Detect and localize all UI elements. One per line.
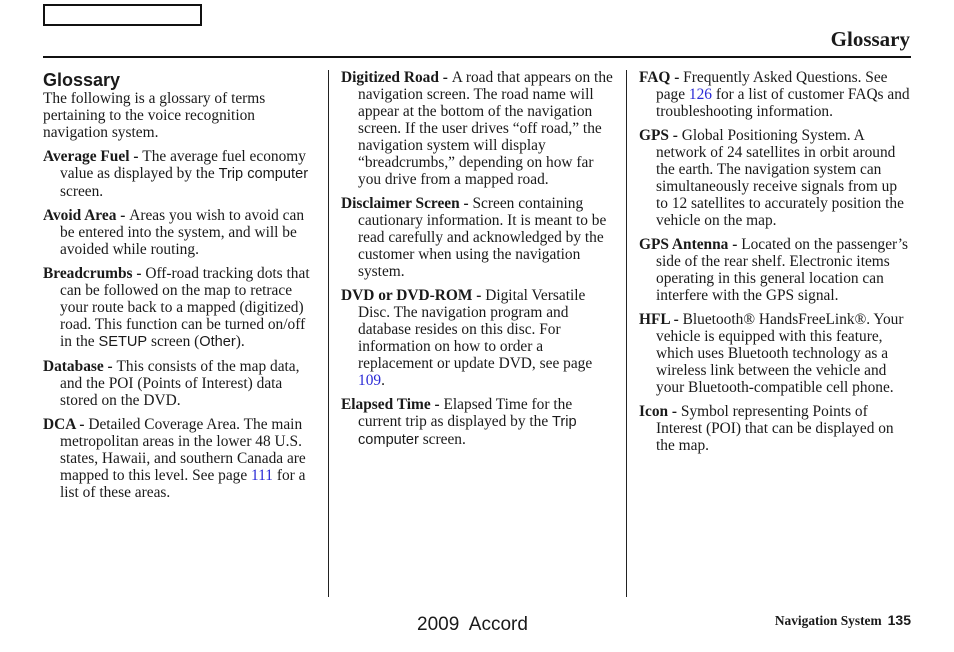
glossary-entry-gps-antenna — [639, 236, 911, 304]
definition-text: . — [381, 372, 385, 389]
definition-text: screen. — [60, 183, 104, 200]
term: GPS - — [639, 127, 682, 144]
glossary-entry-faq — [639, 69, 911, 120]
column-3 — [639, 69, 911, 461]
definition-text: Digital Versatile Disc. The navigation program and database resides on this disc. For information on how to order a replacement or update DVD, see page — [358, 287, 593, 372]
term: Database - — [43, 358, 117, 375]
glossary-entry-breadcrumbs — [43, 265, 315, 351]
intro-text: The following is a glossary of terms pertaining to the voice recognition navigation system. — [43, 90, 266, 141]
column-2 — [341, 69, 613, 456]
definition-text: for a list of customer FAQs and troubleshooting information. — [656, 86, 910, 120]
screen-name: Trip computer — [358, 414, 577, 448]
header-rule — [43, 56, 911, 58]
header-box — [43, 4, 202, 26]
page-link[interactable]: 126 — [688, 86, 712, 103]
glossary-entry-avoid-area — [43, 207, 315, 258]
glossary-entry-elapsed-time — [341, 396, 613, 449]
term: Elapsed Time - — [341, 396, 444, 413]
definition-text: Elapsed Time for the current trip as displayed by the — [358, 396, 573, 430]
definition-text: The average fuel economy value as displayed by the — [60, 148, 306, 182]
term: Icon - — [639, 403, 681, 420]
footer-model: 2009 Accord — [417, 614, 528, 635]
definition-text: A road that appears on the navigation screen. The road name will appear at the bottom of the navigation screen. If the user drives “off road,” the navigation system will display “breadcrumbs,” depending on how far you drive from a mapped road. — [358, 69, 613, 188]
glossary-entry-disclaimer-screen — [341, 195, 613, 280]
term: DVD or DVD-ROM - — [341, 287, 486, 304]
definition-text: Off-road tracking dots that can be followed on the map to retrace your route back to a mapped (digitized) road. This function can be turned on/off in the — [60, 265, 310, 350]
page-link[interactable]: 111 — [251, 467, 273, 484]
column-1 — [43, 69, 315, 508]
term: FAQ - — [639, 69, 684, 86]
definition-text: Screen containing cautionary information. It is meant to be read carefully and acknowledged by the customer when using the navigation system. — [358, 195, 607, 280]
definition-text: for a list of these areas. — [60, 467, 306, 501]
page-link[interactable]: 109 — [358, 372, 382, 389]
definition-text: Frequently Asked Questions. See page — [656, 69, 888, 103]
glossary-entry-database — [43, 358, 315, 409]
glossary-entry-gps — [639, 127, 911, 229]
footer-nav — [775, 612, 911, 629]
term: Digitized Road - — [341, 69, 452, 86]
glossary-entry-dvd — [341, 287, 613, 389]
definition-text: Global Positioning System. A network of 24 satellites in orbit around the earth. The navigation system can simultaneously receive signals from up to 12 satellites to accurately position the vehicle on the map. — [656, 127, 904, 229]
footer-nav-label: Navigation System — [774, 613, 882, 628]
term: Breadcrumbs - — [43, 265, 146, 282]
term: GPS Antenna - — [639, 236, 742, 253]
screen-name: Trip computer — [218, 166, 309, 182]
term: HFL - — [639, 311, 683, 328]
definition-text: Located on the passenger’s side of the rear shelf. Electronic items operating in this general location can interfere with the GPS signal. — [656, 236, 909, 304]
term: Disclaimer Screen - — [341, 195, 473, 212]
page-number: 135 — [887, 612, 911, 628]
definition-text: Areas you wish to avoid can be entered into the system, and will be avoided while routing. — [60, 207, 305, 258]
column-divider — [328, 70, 329, 597]
definition-text: Symbol representing Points of Interest (POI) that can be displayed on the map. — [656, 403, 894, 454]
glossary-entry-digitized-road — [341, 69, 613, 188]
definition-text: This consists of the map data, and the POI (Points of Interest) data stored on the DVD. — [60, 358, 300, 409]
section-heading: Glossary — [43, 70, 121, 90]
term: Avoid Area - — [43, 207, 130, 224]
term: DCA - — [43, 416, 89, 433]
definition-text: Detailed Coverage Area. The main metropolitan areas in the lower 48 U.S. states, Hawaii, and southern Canada are mapped to this level. See page — [60, 416, 306, 484]
screen-name: SETUP — [98, 334, 148, 350]
glossary-entry-average-fuel — [43, 148, 315, 200]
glossary-entry-icon — [639, 403, 911, 454]
glossary-entry-hfl — [639, 311, 911, 396]
definition-text: Bluetooth® HandsFreeLink®. Your vehicle is equipped with this feature, which uses Bluetooth technology as a wireless link between the vehicle and your Bluetooth-compatible cell phone. — [656, 311, 904, 396]
term: Average Fuel - — [43, 148, 143, 165]
definition-text: ). — [235, 333, 245, 350]
screen-name: Other — [199, 334, 236, 350]
definition-text: screen. — [418, 431, 466, 448]
definition-text: screen ( — [147, 333, 200, 350]
page-title: Glossary — [830, 27, 910, 51]
glossary-entry-dca — [43, 416, 315, 501]
column-divider — [626, 70, 627, 597]
